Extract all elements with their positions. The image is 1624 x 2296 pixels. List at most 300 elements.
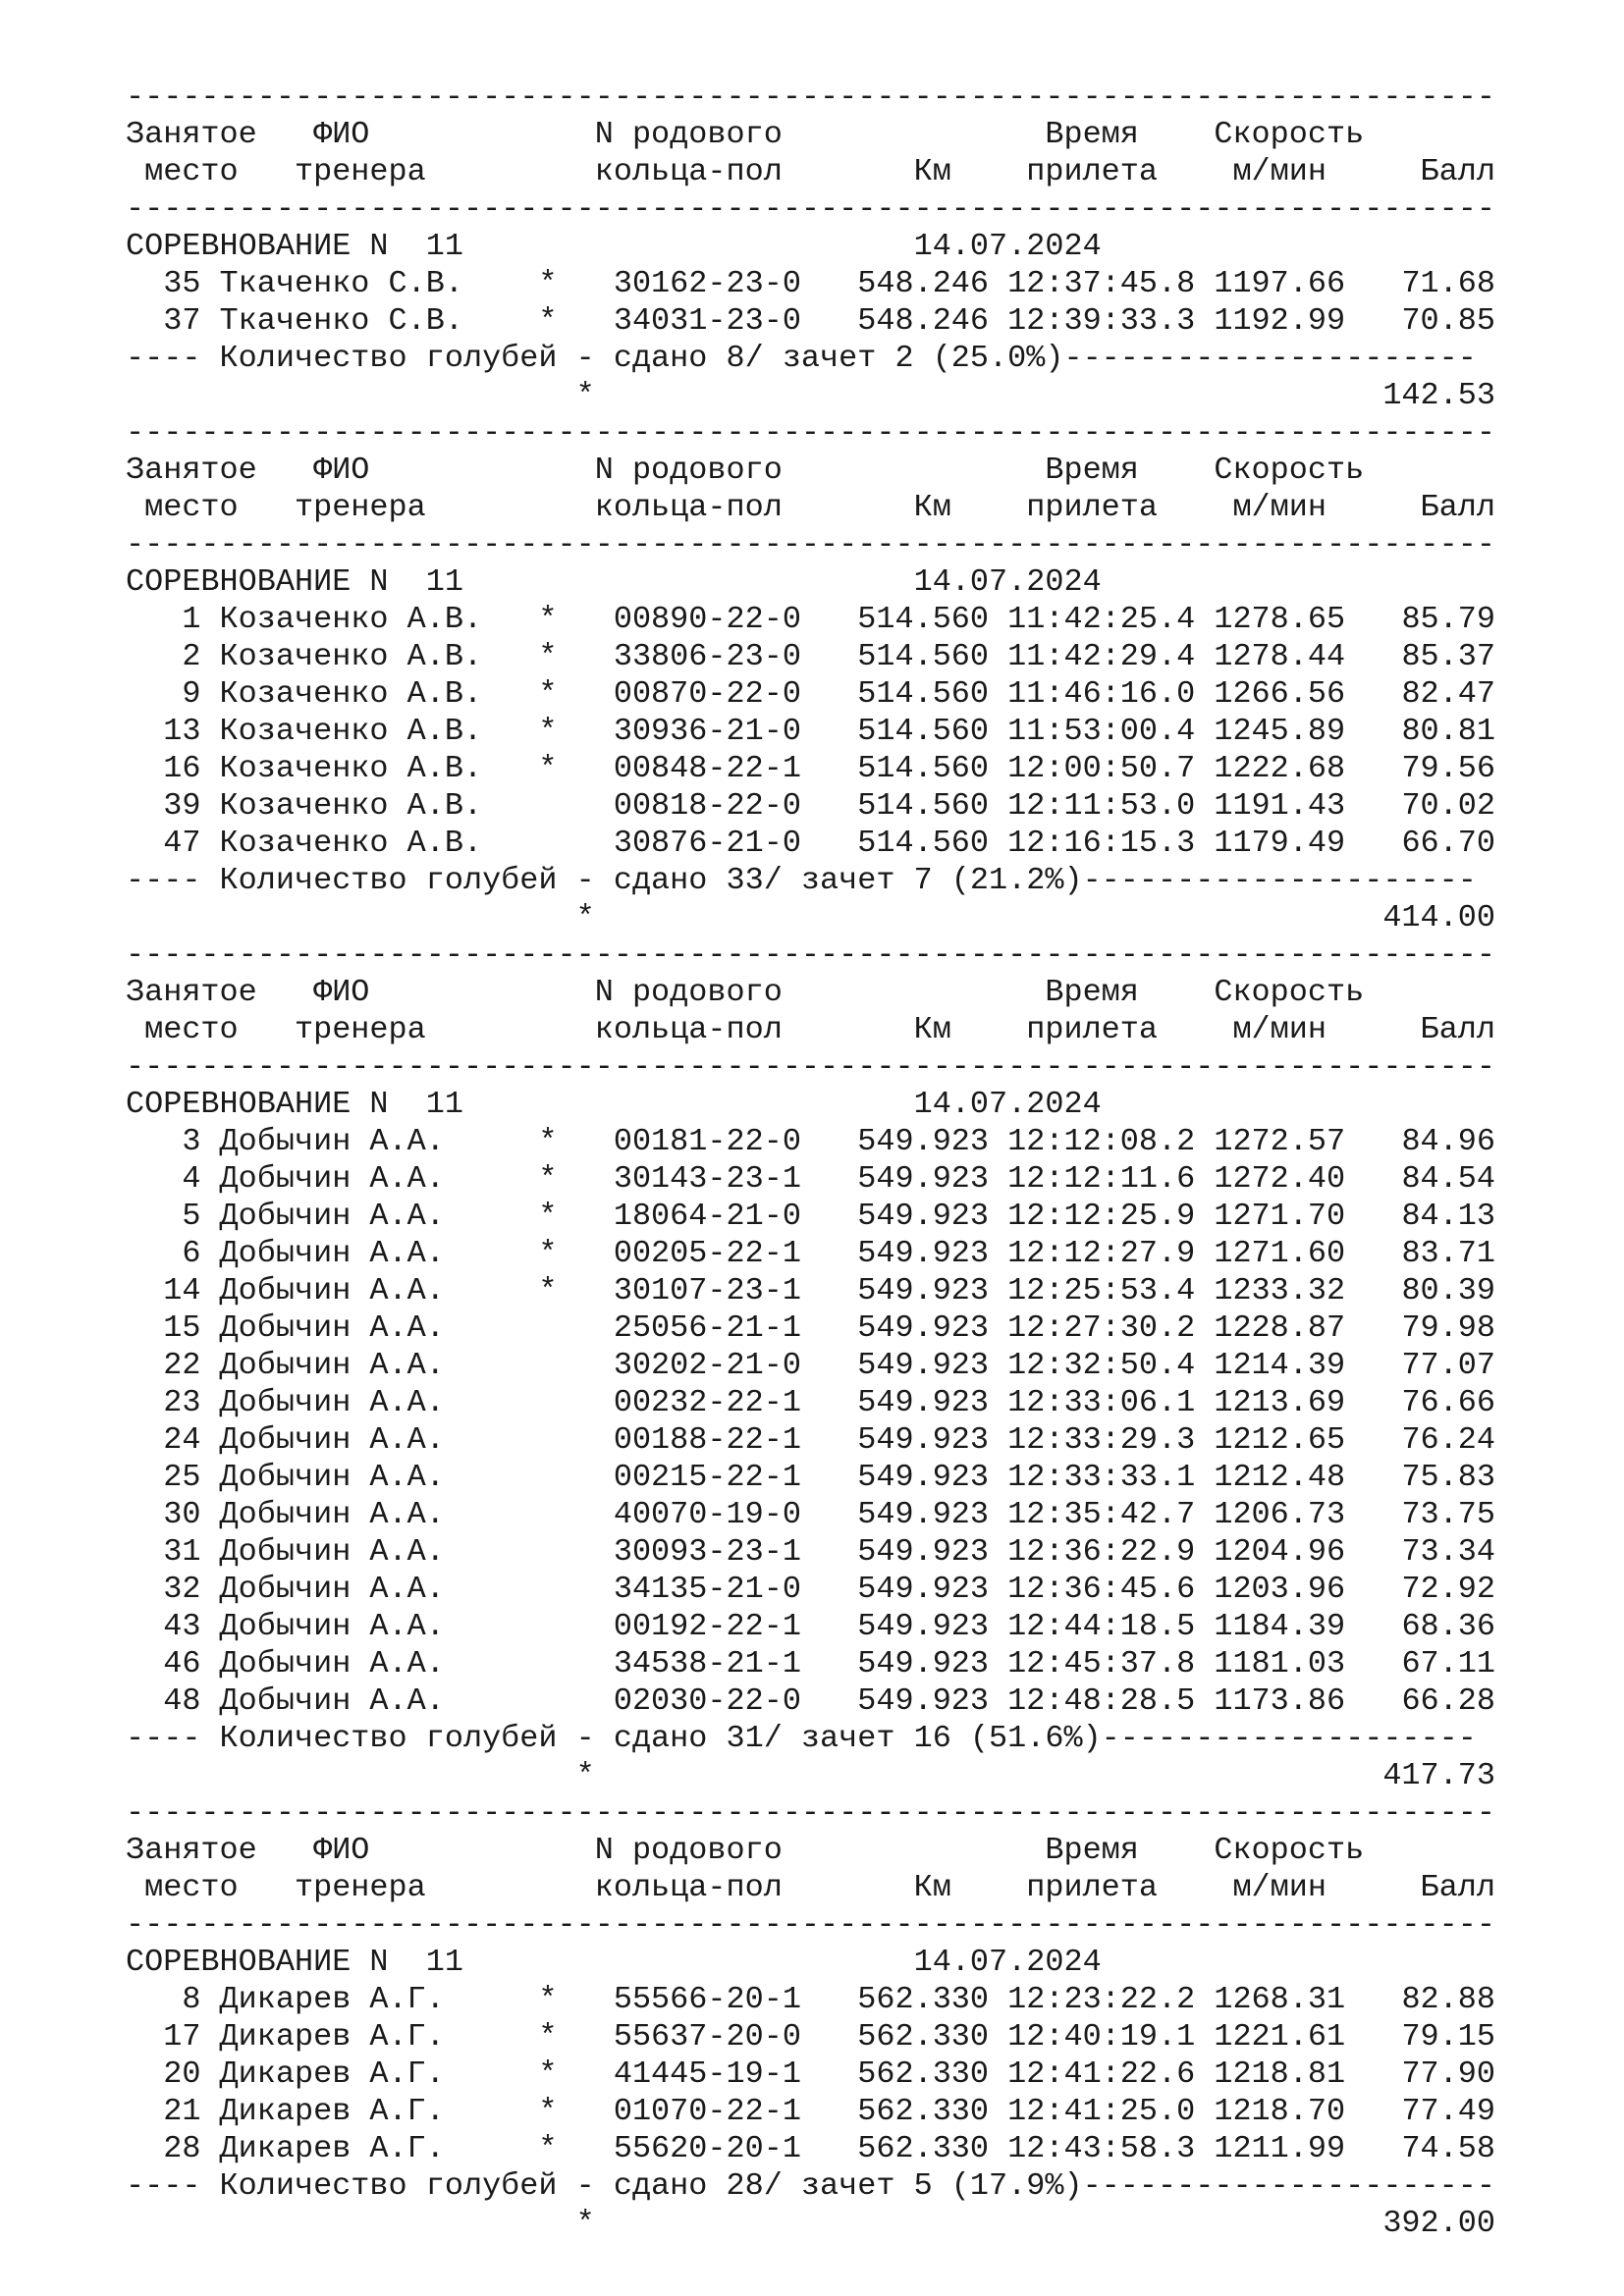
col-name: тренера bbox=[294, 1869, 426, 1905]
ring-number: 30876-21-0 bbox=[613, 825, 801, 861]
col-place: место bbox=[144, 489, 239, 525]
mark: * bbox=[538, 638, 558, 674]
table-row bbox=[126, 1309, 1495, 1347]
mark: * bbox=[538, 302, 558, 339]
mark: * bbox=[538, 713, 558, 749]
score: 70.02 bbox=[1401, 787, 1495, 824]
header-row-2 bbox=[126, 1869, 1495, 1906]
col-score: Балл bbox=[1420, 1869, 1495, 1905]
score: 85.37 bbox=[1401, 638, 1495, 674]
score: 80.39 bbox=[1401, 1272, 1495, 1308]
divider: ------------------------------------------------------------------------- bbox=[126, 414, 1495, 451]
ring-number: 55566-20-1 bbox=[613, 1981, 801, 2017]
arrival-time: 12:12:11.6 bbox=[1007, 1160, 1196, 1197]
trainer-name: Добычин А.А. bbox=[219, 1682, 445, 1719]
mark: * bbox=[538, 2056, 558, 2092]
divider: ------------------------------------------------------------------------- bbox=[126, 79, 1495, 115]
table-row bbox=[126, 1571, 1495, 1608]
competition-row bbox=[126, 1944, 1495, 1981]
competition-date: 14.07.2024 bbox=[913, 1944, 1102, 1980]
trainer-name: Добычин А.А. bbox=[219, 1198, 445, 1234]
col-km: Км bbox=[913, 1011, 951, 1047]
col-name: ФИО bbox=[313, 1832, 370, 1868]
total-score: 142.53 bbox=[1382, 377, 1495, 413]
col-place: место bbox=[144, 1869, 239, 1905]
table-row bbox=[126, 1645, 1495, 1682]
score: 71.68 bbox=[1401, 265, 1495, 301]
col-score: Балл bbox=[1420, 489, 1495, 525]
table-row bbox=[126, 638, 1495, 675]
arrival-time: 12:40:19.1 bbox=[1007, 2018, 1196, 2055]
score: 84.13 bbox=[1401, 1198, 1495, 1234]
table-row bbox=[126, 2018, 1495, 2056]
table-row bbox=[126, 1533, 1495, 1571]
ring-number: 40070-19-0 bbox=[613, 1496, 801, 1532]
speed: 1191.43 bbox=[1214, 787, 1346, 824]
mark: * bbox=[538, 1198, 558, 1234]
arrival-time: 12:45:37.8 bbox=[1007, 1645, 1196, 1682]
distance-km: 562.330 bbox=[857, 2018, 990, 2055]
trainer-name: Добычин А.А. bbox=[219, 1309, 445, 1346]
distance-km: 549.923 bbox=[857, 1235, 990, 1271]
divider: ------------------------------------------------------------------------- bbox=[126, 1048, 1495, 1085]
score: 77.49 bbox=[1401, 2093, 1495, 2129]
trainer-name: Ткаченко С.В. bbox=[219, 302, 463, 339]
place: 48 bbox=[163, 1682, 201, 1719]
arrival-time: 12:16:15.3 bbox=[1007, 825, 1196, 861]
arrival-time: 12:39:33.3 bbox=[1007, 302, 1196, 339]
place: 14 bbox=[163, 1272, 201, 1308]
col-ring: кольца-пол bbox=[594, 1011, 783, 1047]
ring-number: 30202-21-0 bbox=[613, 1347, 801, 1383]
distance-km: 549.923 bbox=[857, 1272, 990, 1308]
col-time: Время bbox=[1045, 1832, 1139, 1868]
ring-number: 18064-21-0 bbox=[613, 1198, 801, 1234]
arrival-time: 12:41:25.0 bbox=[1007, 2093, 1196, 2129]
mark: * bbox=[538, 1981, 558, 2017]
table-row bbox=[126, 2056, 1495, 2093]
place: 35 bbox=[163, 265, 201, 301]
competition-label: СОРЕВНОВАНИЕ N 11 bbox=[126, 228, 463, 264]
col-place: Занятое bbox=[126, 116, 257, 152]
distance-km: 562.330 bbox=[857, 2093, 990, 2129]
arrival-time: 12:33:33.1 bbox=[1007, 1459, 1196, 1495]
arrival-time: 12:12:25.9 bbox=[1007, 1198, 1196, 1234]
trainer-name: Добычин А.А. bbox=[219, 1235, 445, 1271]
table-row bbox=[126, 675, 1495, 713]
col-speed: м/мин bbox=[1232, 1011, 1326, 1047]
distance-km: 549.923 bbox=[857, 1608, 990, 1644]
table-row bbox=[126, 750, 1495, 787]
arrival-time: 11:53:00.4 bbox=[1007, 713, 1196, 749]
distance-km: 548.246 bbox=[857, 265, 990, 301]
mark: * bbox=[538, 601, 558, 637]
header-divider bbox=[126, 526, 1495, 563]
top-divider bbox=[126, 936, 1495, 974]
arrival-time: 12:12:08.2 bbox=[1007, 1123, 1196, 1159]
table-row bbox=[126, 1496, 1495, 1533]
place: 20 bbox=[163, 2056, 201, 2092]
trainer-name: Дикарев А.Г. bbox=[219, 2018, 445, 2055]
total-row bbox=[126, 2205, 1495, 2242]
trainer-name: Козаченко А.В. bbox=[219, 638, 483, 674]
distance-km: 549.923 bbox=[857, 1682, 990, 1719]
score: 82.88 bbox=[1401, 1981, 1495, 2017]
col-time: Время bbox=[1045, 116, 1139, 152]
score: 70.85 bbox=[1401, 302, 1495, 339]
top-divider bbox=[126, 1794, 1495, 1832]
place: 16 bbox=[163, 750, 201, 786]
arrival-time: 12:36:22.9 bbox=[1007, 1533, 1196, 1570]
place: 6 bbox=[182, 1235, 201, 1271]
speed: 1268.31 bbox=[1214, 1981, 1346, 2017]
distance-km: 514.560 bbox=[857, 825, 990, 861]
arrival-time: 12:43:58.3 bbox=[1007, 2130, 1196, 2166]
trainer-name: Добычин А.А. bbox=[219, 1571, 445, 1607]
place: 31 bbox=[163, 1533, 201, 1570]
col-time: прилета bbox=[1026, 153, 1159, 189]
place: 25 bbox=[163, 1459, 201, 1495]
table-row bbox=[126, 1235, 1495, 1272]
divider: ------------------------------------------------------------------------- bbox=[126, 936, 1495, 973]
score: 75.83 bbox=[1401, 1459, 1495, 1495]
score: 76.66 bbox=[1401, 1384, 1495, 1420]
arrival-time: 12:35:42.7 bbox=[1007, 1496, 1196, 1532]
summary-row bbox=[126, 1720, 1495, 1757]
competition-label: СОРЕВНОВАНИЕ N 11 bbox=[126, 1086, 463, 1122]
arrival-time: 12:00:50.7 bbox=[1007, 750, 1196, 786]
table-row bbox=[126, 787, 1495, 825]
arrival-time: 12:33:29.3 bbox=[1007, 1421, 1196, 1458]
ring-number: 00818-22-0 bbox=[613, 787, 801, 824]
distance-km: 514.560 bbox=[857, 675, 990, 712]
ring-number: 00192-22-1 bbox=[613, 1608, 801, 1644]
speed: 1192.99 bbox=[1214, 302, 1346, 339]
place: 1 bbox=[182, 601, 201, 637]
header-row-2 bbox=[126, 489, 1495, 526]
summary-text: ---- Количество голубей - сдано 31/ зачет 16 (51.6%)-------------------- bbox=[126, 1720, 1477, 1756]
competition-row bbox=[126, 1086, 1495, 1123]
arrival-time: 12:41:22.6 bbox=[1007, 2056, 1196, 2092]
col-ring: N родового bbox=[594, 974, 783, 1010]
speed: 1272.57 bbox=[1214, 1123, 1346, 1159]
trainer-name: Дикарев А.Г. bbox=[219, 2130, 445, 2166]
total-row bbox=[126, 899, 1495, 936]
col-place: Занятое bbox=[126, 1832, 257, 1868]
trainer-name: Добычин А.А. bbox=[219, 1533, 445, 1570]
ring-number: 00890-22-0 bbox=[613, 601, 801, 637]
total-mark: * bbox=[575, 2205, 595, 2241]
total-mark: * bbox=[575, 1757, 595, 1793]
trainer-name: Добычин А.А. bbox=[219, 1347, 445, 1383]
trainer-name: Козаченко А.В. bbox=[219, 675, 483, 712]
ring-number: 02030-22-0 bbox=[613, 1682, 801, 1719]
speed: 1271.60 bbox=[1214, 1235, 1346, 1271]
competition-date: 14.07.2024 bbox=[913, 563, 1102, 600]
col-speed: м/мин bbox=[1232, 1869, 1326, 1905]
col-ring: N родового bbox=[594, 116, 783, 152]
col-km: Км bbox=[913, 153, 951, 189]
place: 32 bbox=[163, 1571, 201, 1607]
table-row bbox=[126, 601, 1495, 638]
trainer-name: Добычин А.А. bbox=[219, 1421, 445, 1458]
header-row-2 bbox=[126, 1011, 1495, 1048]
trainer-name: Добычин А.А. bbox=[219, 1459, 445, 1495]
distance-km: 549.923 bbox=[857, 1459, 990, 1495]
col-speed: Скорость bbox=[1214, 452, 1365, 488]
ring-number: 00870-22-0 bbox=[613, 675, 801, 712]
distance-km: 549.923 bbox=[857, 1533, 990, 1570]
place: 17 bbox=[163, 2018, 201, 2055]
arrival-time: 12:48:28.5 bbox=[1007, 1682, 1196, 1719]
ring-number: 33806-23-0 bbox=[613, 638, 801, 674]
score: 84.96 bbox=[1401, 1123, 1495, 1159]
score: 82.47 bbox=[1401, 675, 1495, 712]
mark: * bbox=[538, 2130, 558, 2166]
col-name: ФИО bbox=[313, 116, 370, 152]
results-report bbox=[126, 79, 1495, 2242]
distance-km: 514.560 bbox=[857, 750, 990, 786]
col-time: Время bbox=[1045, 452, 1139, 488]
ring-number: 30093-23-1 bbox=[613, 1533, 801, 1570]
place: 23 bbox=[163, 1384, 201, 1420]
score: 84.54 bbox=[1401, 1160, 1495, 1197]
place: 4 bbox=[182, 1160, 201, 1197]
summary-text: ---- Количество голубей - сдано 33/ зачет 7 (21.2%)--------------------- bbox=[126, 862, 1477, 898]
ring-number: 41445-19-1 bbox=[613, 2056, 801, 2092]
place: 46 bbox=[163, 1645, 201, 1682]
score: 79.15 bbox=[1401, 2018, 1495, 2055]
col-ring: кольца-пол bbox=[594, 1869, 783, 1905]
summary-row bbox=[126, 2167, 1495, 2205]
distance-km: 549.923 bbox=[857, 1421, 990, 1458]
arrival-time: 12:37:45.8 bbox=[1007, 265, 1196, 301]
total-score: 417.73 bbox=[1382, 1757, 1495, 1793]
speed: 1184.39 bbox=[1214, 1608, 1346, 1644]
trainer-name: Ткаченко С.В. bbox=[219, 265, 463, 301]
distance-km: 549.923 bbox=[857, 1571, 990, 1607]
col-speed: Скорость bbox=[1214, 1832, 1365, 1868]
place: 21 bbox=[163, 2093, 201, 2129]
col-place: Занятое bbox=[126, 452, 257, 488]
trainer-name: Добычин А.А. bbox=[219, 1645, 445, 1682]
place: 5 bbox=[182, 1198, 201, 1234]
distance-km: 514.560 bbox=[857, 601, 990, 637]
arrival-time: 12:23:22.2 bbox=[1007, 1981, 1196, 2017]
ring-number: 30107-23-1 bbox=[613, 1272, 801, 1308]
place: 8 bbox=[182, 1981, 201, 2017]
speed: 1206.73 bbox=[1214, 1496, 1346, 1532]
trainer-name: Добычин А.А. bbox=[219, 1608, 445, 1644]
col-name: тренера bbox=[294, 153, 426, 189]
arrival-time: 12:33:06.1 bbox=[1007, 1384, 1196, 1420]
speed: 1203.96 bbox=[1214, 1571, 1346, 1607]
trainer-name: Козаченко А.В. bbox=[219, 713, 483, 749]
summary-text: ---- Количество голубей - сдано 8/ зачет 2 (25.0%)---------------------- bbox=[126, 340, 1477, 376]
ring-number: 00232-22-1 bbox=[613, 1384, 801, 1420]
speed: 1228.87 bbox=[1214, 1309, 1346, 1346]
table-row bbox=[126, 1160, 1495, 1198]
header-row-1 bbox=[126, 116, 1495, 153]
mark: * bbox=[538, 265, 558, 301]
ring-number: 55620-20-1 bbox=[613, 2130, 801, 2166]
mark: * bbox=[538, 2018, 558, 2055]
col-ring: кольца-пол bbox=[594, 153, 783, 189]
ring-number: 01070-22-1 bbox=[613, 2093, 801, 2129]
distance-km: 549.923 bbox=[857, 1160, 990, 1197]
speed: 1272.40 bbox=[1214, 1160, 1346, 1197]
speed: 1204.96 bbox=[1214, 1533, 1346, 1570]
table-row bbox=[126, 265, 1495, 302]
place: 24 bbox=[163, 1421, 201, 1458]
top-divider bbox=[126, 414, 1495, 452]
place: 9 bbox=[182, 675, 201, 712]
col-name: ФИО bbox=[313, 452, 370, 488]
mark: * bbox=[538, 675, 558, 712]
ring-number: 00215-22-1 bbox=[613, 1459, 801, 1495]
speed: 1211.99 bbox=[1214, 2130, 1346, 2166]
ring-number: 00205-22-1 bbox=[613, 1235, 801, 1271]
place: 3 bbox=[182, 1123, 201, 1159]
speed: 1218.70 bbox=[1214, 2093, 1346, 2129]
speed: 1179.49 bbox=[1214, 825, 1346, 861]
ring-number: 30143-23-1 bbox=[613, 1160, 801, 1197]
distance-km: 549.923 bbox=[857, 1198, 990, 1234]
table-row bbox=[126, 2130, 1495, 2167]
place: 28 bbox=[163, 2130, 201, 2166]
score: 83.71 bbox=[1401, 1235, 1495, 1271]
summary-row bbox=[126, 862, 1495, 899]
header-divider bbox=[126, 1906, 1495, 1944]
table-row bbox=[126, 1682, 1495, 1720]
score: 85.79 bbox=[1401, 601, 1495, 637]
trainer-name: Дикарев А.Г. bbox=[219, 2093, 445, 2129]
trainer-name: Добычин А.А. bbox=[219, 1496, 445, 1532]
competition-row bbox=[126, 228, 1495, 265]
divider: ------------------------------------------------------------------------- bbox=[126, 190, 1495, 227]
place: 2 bbox=[182, 638, 201, 674]
distance-km: 562.330 bbox=[857, 2130, 990, 2166]
total-row bbox=[126, 377, 1495, 414]
header-row-2 bbox=[126, 153, 1495, 190]
table-row bbox=[126, 1459, 1495, 1496]
speed: 1214.39 bbox=[1214, 1347, 1346, 1383]
col-score: Балл bbox=[1420, 153, 1495, 189]
trainer-name: Козаченко А.В. bbox=[219, 750, 483, 786]
table-row bbox=[126, 1272, 1495, 1309]
competition-date: 14.07.2024 bbox=[913, 228, 1102, 264]
header-row-1 bbox=[126, 452, 1495, 489]
col-ring: кольца-пол bbox=[594, 489, 783, 525]
table-row bbox=[126, 1123, 1495, 1160]
trainer-name: Добычин А.А. bbox=[219, 1123, 445, 1159]
arrival-time: 12:25:53.4 bbox=[1007, 1272, 1196, 1308]
speed: 1271.70 bbox=[1214, 1198, 1346, 1234]
divider: ------------------------------------------------------------------------- bbox=[126, 526, 1495, 562]
score: 80.81 bbox=[1401, 713, 1495, 749]
mark: * bbox=[538, 750, 558, 786]
trainer-name: Козаченко А.В. bbox=[219, 787, 483, 824]
arrival-time: 12:11:53.0 bbox=[1007, 787, 1196, 824]
col-km: Км bbox=[913, 1869, 951, 1905]
place: 43 bbox=[163, 1608, 201, 1644]
top-divider bbox=[126, 79, 1495, 116]
mark: * bbox=[538, 1160, 558, 1197]
score: 77.07 bbox=[1401, 1347, 1495, 1383]
ring-number: 34538-21-1 bbox=[613, 1645, 801, 1682]
ring-number: 00181-22-0 bbox=[613, 1123, 801, 1159]
trainer-name: Козаченко А.В. bbox=[219, 825, 483, 861]
distance-km: 549.923 bbox=[857, 1347, 990, 1383]
summary-row bbox=[126, 340, 1495, 377]
col-name: ФИО bbox=[313, 974, 370, 1010]
mark: * bbox=[538, 2093, 558, 2129]
speed: 1245.89 bbox=[1214, 713, 1346, 749]
speed: 1266.56 bbox=[1214, 675, 1346, 712]
speed: 1181.03 bbox=[1214, 1645, 1346, 1682]
col-place: место bbox=[144, 153, 239, 189]
header-divider bbox=[126, 190, 1495, 228]
score: 77.90 bbox=[1401, 2056, 1495, 2092]
score: 72.92 bbox=[1401, 1571, 1495, 1607]
mark: * bbox=[538, 1272, 558, 1308]
total-row bbox=[126, 1757, 1495, 1794]
place: 13 bbox=[163, 713, 201, 749]
trainer-name: Козаченко А.В. bbox=[219, 601, 483, 637]
table-row bbox=[126, 713, 1495, 750]
score: 79.98 bbox=[1401, 1309, 1495, 1346]
distance-km: 549.923 bbox=[857, 1645, 990, 1682]
ring-number: 34135-21-0 bbox=[613, 1571, 801, 1607]
speed: 1212.65 bbox=[1214, 1421, 1346, 1458]
col-ring: N родового bbox=[594, 452, 783, 488]
total-mark: * bbox=[575, 377, 595, 413]
col-score: Балл bbox=[1420, 1011, 1495, 1047]
score: 79.56 bbox=[1401, 750, 1495, 786]
speed: 1213.69 bbox=[1214, 1384, 1346, 1420]
col-speed: Скорость bbox=[1214, 116, 1365, 152]
col-ring: N родового bbox=[594, 1832, 783, 1868]
ring-number: 30936-21-0 bbox=[613, 713, 801, 749]
arrival-time: 11:42:29.4 bbox=[1007, 638, 1196, 674]
ring-number: 00188-22-1 bbox=[613, 1421, 801, 1458]
competition-row bbox=[126, 563, 1495, 601]
distance-km: 549.923 bbox=[857, 1496, 990, 1532]
distance-km: 514.560 bbox=[857, 713, 990, 749]
distance-km: 514.560 bbox=[857, 787, 990, 824]
header-row-1 bbox=[126, 1832, 1495, 1869]
score: 73.34 bbox=[1401, 1533, 1495, 1570]
speed: 1278.65 bbox=[1214, 601, 1346, 637]
trainer-name: Добычин А.А. bbox=[219, 1272, 445, 1308]
table-row bbox=[126, 1347, 1495, 1384]
table-row bbox=[126, 1198, 1495, 1235]
divider: ------------------------------------------------------------------------- bbox=[126, 1906, 1495, 1943]
ring-number: 25056-21-1 bbox=[613, 1309, 801, 1346]
place: 47 bbox=[163, 825, 201, 861]
trainer-name: Дикарев А.Г. bbox=[219, 2056, 445, 2092]
col-speed: Скорость bbox=[1214, 974, 1365, 1010]
arrival-time: 11:46:16.0 bbox=[1007, 675, 1196, 712]
col-time: прилета bbox=[1026, 489, 1159, 525]
competition-label: СОРЕВНОВАНИЕ N 11 bbox=[126, 1944, 463, 1980]
score: 66.28 bbox=[1401, 1682, 1495, 1719]
speed: 1218.81 bbox=[1214, 2056, 1346, 2092]
speed: 1222.68 bbox=[1214, 750, 1346, 786]
distance-km: 562.330 bbox=[857, 1981, 990, 2017]
speed: 1233.32 bbox=[1214, 1272, 1346, 1308]
arrival-time: 12:27:30.2 bbox=[1007, 1309, 1196, 1346]
